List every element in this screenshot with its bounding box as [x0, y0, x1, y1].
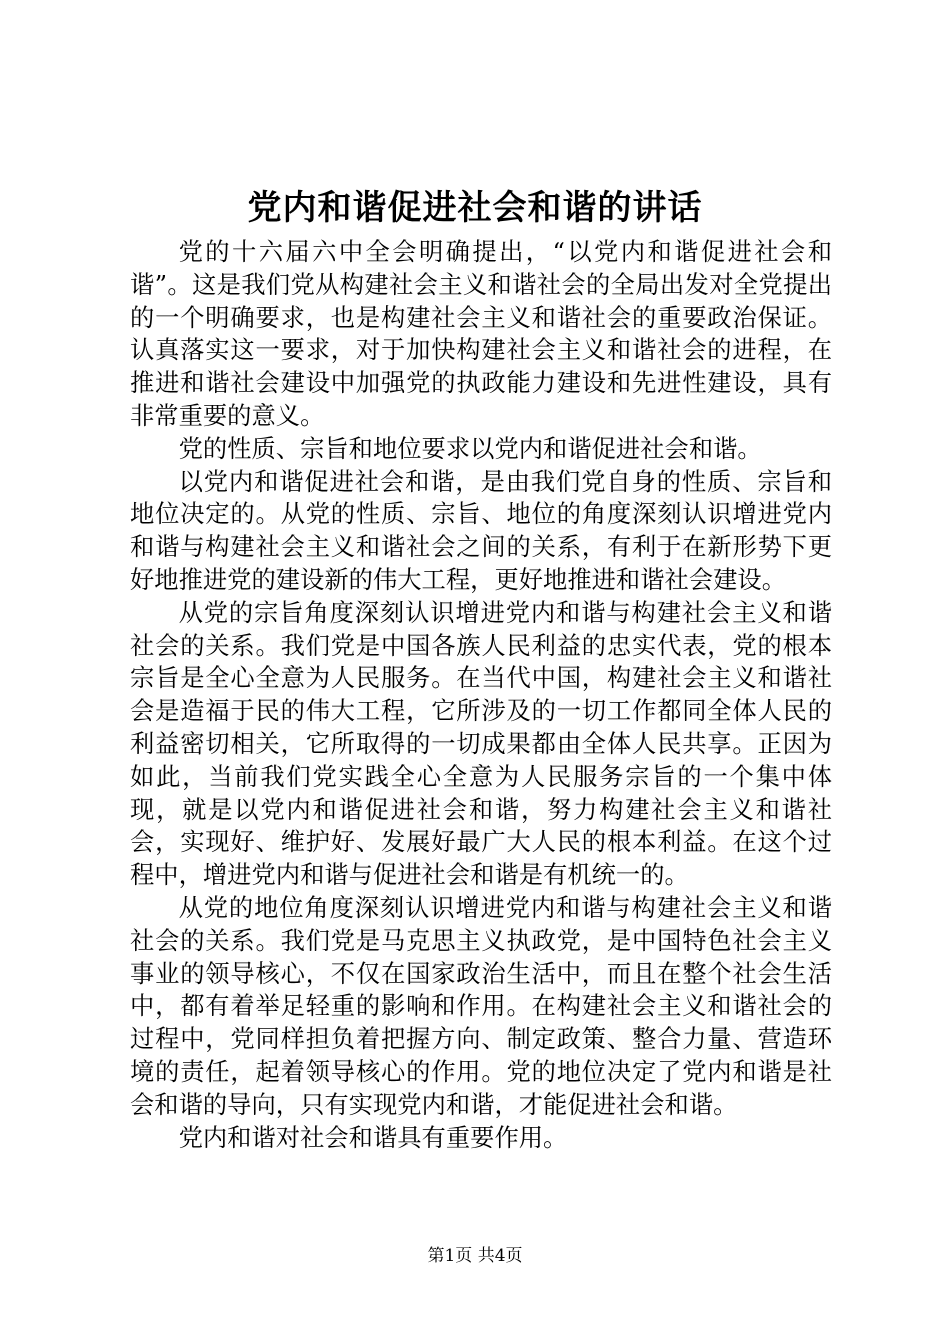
document-title: 党内和谐促进社会和谐的讲话	[247, 188, 703, 228]
paragraph: 党的性质、宗旨和地位要求以党内和谐促进社会和谐。	[178, 433, 762, 463]
page-number-footer: 第1页 共4页	[427, 1246, 523, 1266]
paragraph: 以党内和谐促进社会和谐，是由我们党自身的性质、宗旨和地位决定的。从党的性质、宗旨、地位的角度深刻认识增进党内和谐与构建社会主义和谐社会之间的关系，有利于在新形势下更好地推进党的建设新的伟大工程，更好地推进和谐社会建设。	[130, 466, 832, 594]
paragraph: 党的十六届六中全会明确提出，“以党内和谐促进社会和谐”。这是我们党从构建社会主义和谐社会的全局出发对全党提出的一个明确要求，也是构建社会主义和谐社会的重要政治保证。认真落实这一要求，对于加快构建社会主义和谐社会的进程，在推进和谐社会建设中加强党的执政能力建设和先进性建设，具有非常重要的意义。	[130, 237, 832, 430]
paragraph: 党内和谐对社会和谐具有重要作用。	[178, 1122, 568, 1152]
paragraph: 从党的宗旨角度深刻认识增进党内和谐与构建社会主义和谐社会的关系。我们党是中国各族人民利益的忠实代表，党的根本宗旨是全心全意为人民服务。在当代中国，构建社会主义和谐社会是造福于民的伟大工程，它所涉及的一切工作都同全体人民的利益密切相关，它所取得的一切成果都由全体人民共享。正因为如此，当前我们党实践全心全意为人民服务宗旨的一个集中体现，就是以党内和谐促进社会和谐，努力构建社会主义和谐社会，实现好、维护好、发展好最广大人民的根本利益。在这个过程中，增进党内和谐与促进社会和谐是有机统一的。	[130, 597, 832, 890]
document-body	[130, 236, 832, 1154]
paragraph: 从党的地位角度深刻认识增进党内和谐与构建社会主义和谐社会的关系。我们党是马克思主义执政党，是中国特色社会主义事业的领导核心，不仅在国家政治生活中，而且在整个社会生活中，都有着举足轻重的影响和作用。在构建社会主义和谐社会的过程中，党同样担负着把握方向、制定政策、整合力量、营造环境的责任，起着领导核心的作用。党的地位决定了党内和谐是社会和谐的导向，只有实现党内和谐，才能促进社会和谐。	[130, 892, 832, 1119]
